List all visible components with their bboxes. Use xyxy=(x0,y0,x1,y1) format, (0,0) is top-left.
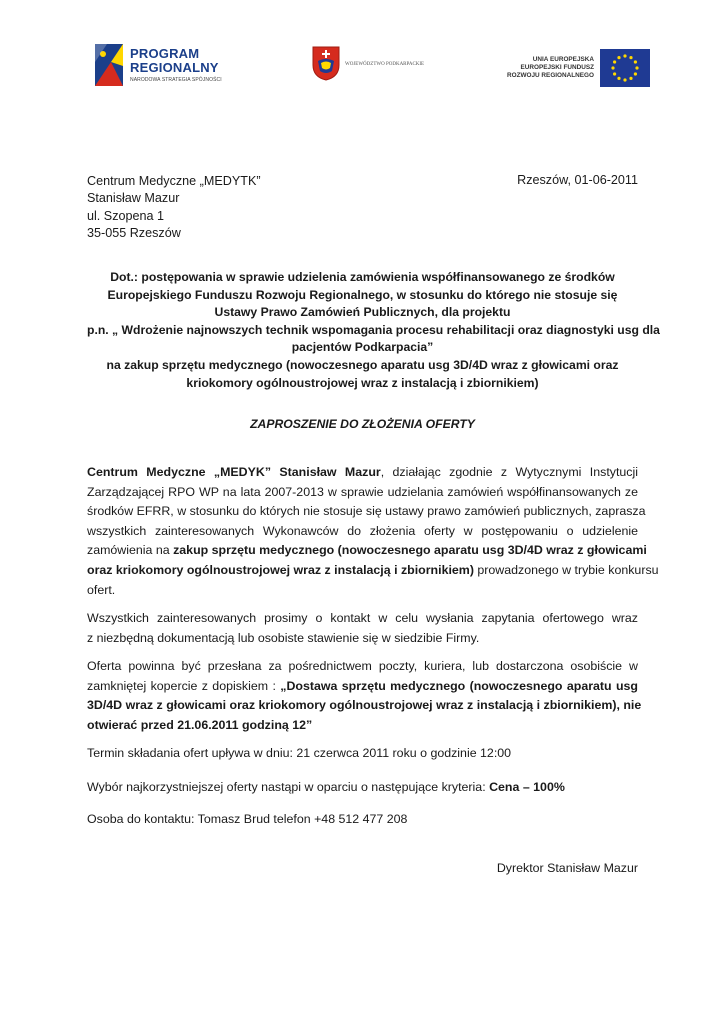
paragraph-line xyxy=(87,561,659,581)
wojewodztwo-podkarpackie-logo xyxy=(311,45,451,85)
text-fragment: Wybór najkorzystniejszej oferty nastąpi w oparciu o następujące kryteria: xyxy=(87,780,490,794)
document-title: ZAPROSZENIE DO ZŁOŻENIA OFERTY xyxy=(250,417,475,431)
sender-name: Centrum Medyczne „MEDYTK” xyxy=(87,174,261,188)
order-subject-bold: oraz kriokomory ogólnoustrojowej wraz z instalacją i zbiornikiem) xyxy=(87,562,474,577)
envelope-note-bold: „Dostawa sprzętu medycznego (nowoczesnego aparatu usg xyxy=(280,678,638,693)
criteria-value-bold: Cena – 100% xyxy=(489,780,565,794)
paragraph-contact-request xyxy=(87,609,638,648)
eu-fund-logo xyxy=(507,46,650,90)
paragraph-line xyxy=(87,541,647,561)
paragraph-line: Wszystkich zainteresowanych prosimy o kontakt w celu wysłania zapytania ofertowego wraz xyxy=(87,611,638,625)
paragraph-line xyxy=(87,677,638,697)
program-regionalny-emblem-icon xyxy=(93,42,127,88)
coat-of-arms-icon xyxy=(311,45,341,81)
paragraph-invitation xyxy=(87,463,659,600)
eu-logo-line1: UNIA EUROPEJSKA xyxy=(532,56,594,63)
text-fragment: , działając zgodnie z Wytycznymi Instytucji xyxy=(380,465,639,479)
subject-line: Europejskiego Funduszu Rozwoju Regionalnego, w stosunku do którego nie stosuje się xyxy=(107,287,618,302)
paragraph-line xyxy=(87,463,638,483)
subject-line: na zakup sprzętu medycznego (nowoczesnego aparatu usg 3D/4D wraz z głowicami oraz xyxy=(106,357,619,372)
program-logo-line1: PROGRAM xyxy=(130,46,200,61)
sender-address-block xyxy=(87,173,261,243)
paragraph-line: wszystkich zainteresowanych Wykonawców do złożenia oferty w postępowaniu o udzielenie xyxy=(87,523,638,538)
envelope-note-bold: 3D/4D wraz z głowicami oraz kriokomory ogólnoustrojowej wraz z instalacją i zbiornikiem), nie xyxy=(87,698,642,713)
eu-logo-line3: ROZWOJU REGIONALNEGO xyxy=(507,72,594,79)
deadline-line: Termin składania ofert upływa w dniu: 21 czerwca 2011 roku o godzinie 12:00 xyxy=(87,746,512,760)
contact-line: Osoba do kontaktu: Tomasz Brud telefon +48 512 477 208 xyxy=(87,812,408,826)
subject-line: Ustawy Prawo Zamówień Publicznych, dla projektu xyxy=(214,305,511,320)
text-fragment: prowadzonego w trybie konkursu xyxy=(473,562,659,577)
program-regionalny-logo xyxy=(93,42,228,88)
sender-postal: 35-055 Rzeszów xyxy=(87,226,181,241)
sender-street: ul. Szopena 1 xyxy=(87,208,165,223)
subject-line: pacjentów Podkarpacia” xyxy=(291,340,434,355)
text-fragment: zamkniętej kopercie z dopiskiem : xyxy=(87,678,281,693)
text-fragment: zamówienia na xyxy=(87,543,174,558)
paragraph-line xyxy=(87,716,638,736)
eu-logo-line2: EUROPEJSKI FUNDUSZ xyxy=(520,64,594,71)
subject-block xyxy=(87,269,660,392)
envelope-note-bold: otwierać przed 21.06.2011 godziną 12” xyxy=(87,717,313,732)
paragraph-line: z niezbędną dokumentacją lub osobiste stawienie się w siedzibie Firmy. xyxy=(87,630,480,645)
subject-line: p.n. „ Wdrożenie najnowszych technik wspomagania procesu rehabilitacji oraz diagnostyki usg dla xyxy=(87,322,660,337)
voivodeship-logo-text: WOJEWÓDZTWO PODKARPACKIE xyxy=(345,62,425,67)
subject-line: Dot.: postępowania w sprawie udzielenia zamówienia współfinansowanego ze środków xyxy=(110,270,615,284)
subject-line: kriokomory ogólnoustrojowej wraz z instalacją i zbiornikiem) xyxy=(186,375,539,390)
paragraph-line: Oferta powinna być przesłana za pośrednictwem poczty, kuriera, lub dostarczona osobiście w xyxy=(87,659,638,673)
criteria-line xyxy=(87,780,565,794)
paragraph-submission xyxy=(87,657,642,735)
company-name-bold: Centrum Medyczne „MEDYK” Stanisław Mazur xyxy=(87,465,381,479)
eu-flag-icon xyxy=(600,49,650,87)
signature: Dyrektor Stanisław Mazur xyxy=(496,861,638,875)
letter-date: Rzeszów, 01-06-2011 xyxy=(517,173,638,187)
paragraph-line: ofert. xyxy=(87,582,116,597)
order-subject-bold: zakup sprzętu medycznego (nowoczesnego aparatu usg 3D/4D wraz z głowicami xyxy=(173,543,647,558)
paragraph-line: Zarządzającej RPO WP na lata 2007-2013 w sprawie udzielania zamówień współfinansowanych ze xyxy=(87,484,638,499)
program-logo-line3: NARODOWA STRATEGIA SPÓJNOŚCI xyxy=(130,77,222,83)
sender-person: Stanisław Mazur xyxy=(87,191,180,206)
paragraph-line xyxy=(87,696,642,716)
program-logo-line2: REGIONALNY xyxy=(130,60,219,75)
paragraph-line: środków EFRR, w stosunku do których nie stosuje się ustawy prawo zamówień publicznych, zaprasza xyxy=(87,504,646,519)
